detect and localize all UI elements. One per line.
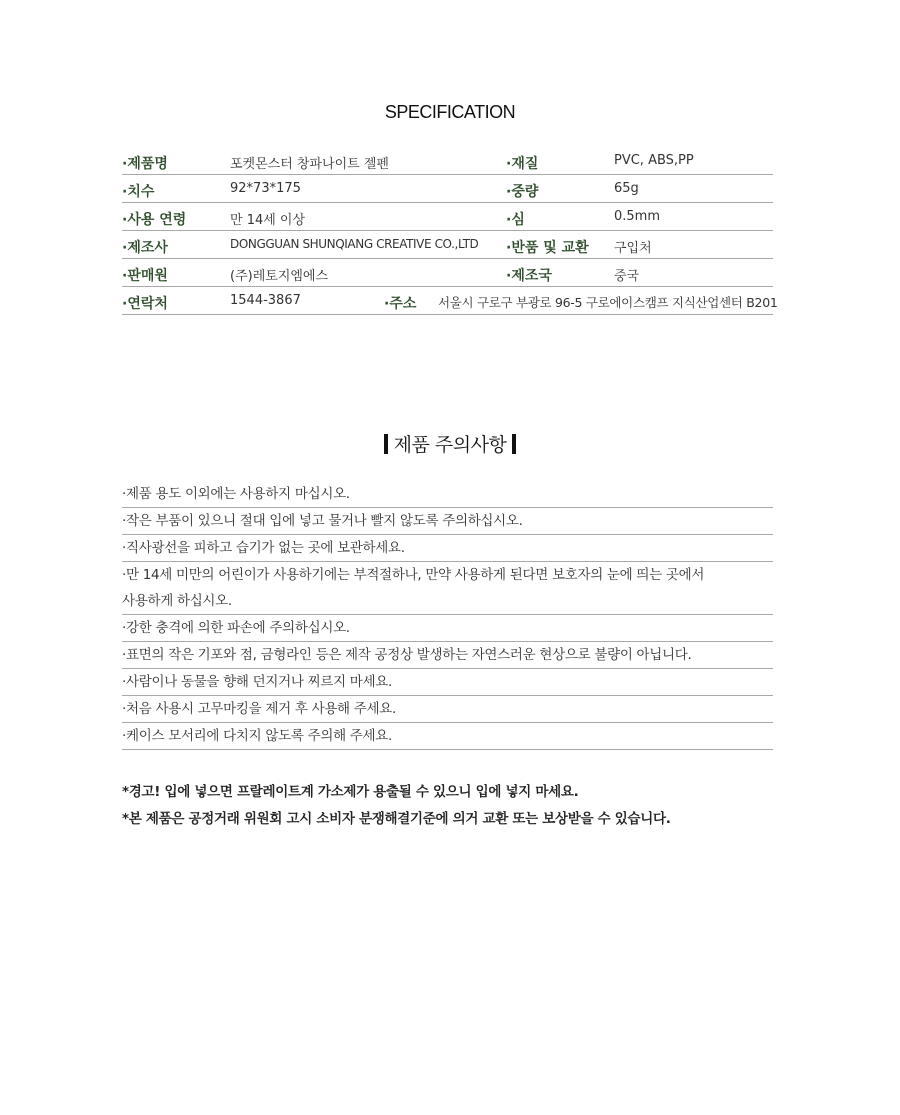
spec-label: ·심: [506, 212, 525, 228]
caution-item: [122, 508, 773, 535]
heading-bar-right: [512, 434, 516, 454]
spec-label: ·제조사: [122, 240, 168, 256]
specification-title: SPECIFICATION: [384, 102, 516, 122]
caution-text: ·케이스 모서리에 다치지 않도록 주의해 주세요.: [122, 728, 393, 744]
caution-text: ·처음 사용시 고무마킹을 제거 후 사용해 주세요.: [122, 701, 397, 717]
spec-value: 0.5mm: [614, 209, 661, 224]
caution-item: [122, 481, 773, 508]
spec-value: PVC, ABS,PP: [614, 153, 694, 168]
spec-row-contact: [122, 287, 778, 315]
caution-text: 사용하게 하십시오.: [122, 593, 232, 609]
caution-text: ·제품 용도 이외에는 사용하지 마십시오.: [122, 486, 350, 502]
caution-item: [122, 669, 773, 696]
caution-text: ·직사광선을 피하고 습기가 없는 곳에 보관하세요.: [122, 540, 405, 556]
spec-value: 중국: [614, 269, 640, 284]
spec-row: [122, 147, 773, 175]
spec-label: ·사용 연령: [122, 212, 187, 228]
spec-value: 65g: [614, 181, 639, 196]
caution-text: ·강한 충격에 의한 파손에 주의하십시오.: [122, 620, 350, 636]
caution-item: [122, 642, 773, 669]
caution-item: [122, 615, 773, 642]
spec-row: [122, 231, 773, 259]
spec-label: ·재질: [506, 156, 539, 172]
spec-value: DONGGUAN SHUNQIANG CREATIVE CO.,LTD: [230, 237, 479, 251]
spec-label: ·반품 및 교환: [506, 240, 589, 256]
caution-item: [122, 696, 773, 723]
caution-list: [122, 481, 773, 750]
address: 서울시 구로구 부광로 96-5 구로에이스캠프 지식산업센터 B201: [438, 295, 778, 310]
spec-row: [122, 203, 773, 231]
spec-value: 92*73*175: [230, 181, 301, 196]
heading-bar-left: [384, 434, 388, 454]
caution-item: [122, 562, 773, 615]
phone-number: 1544-3867: [230, 293, 301, 308]
spec-label: ·중량: [506, 184, 539, 200]
spec-value: 포켓몬스터 창파나이트 젤펜: [230, 157, 389, 172]
spec-row: [122, 175, 773, 203]
warning-exchange-policy: *본 제품은 공정거래 위원회 고시 소비자 분쟁해결기준에 의거 교환 또는 보상받을 수 있습니다.: [122, 811, 671, 827]
spec-label: ·제조국: [506, 268, 552, 284]
warning-choking: *경고! 입에 넣으면 프랄레이트계 가소제가 용출될 수 있으니 입에 넣지 마세요.: [122, 784, 579, 800]
spec-label: ·제품명: [122, 156, 168, 172]
caution-heading: [0, 430, 900, 457]
spec-label: ·판매원: [122, 268, 168, 284]
caution-text: ·사람이나 동물을 향해 던지거나 찌르지 마세요.: [122, 674, 393, 690]
spec-label: ·연락처: [122, 296, 168, 312]
spec-value: 구입처: [614, 241, 652, 256]
caution-text: ·작은 부품이 있으니 절대 입에 넣고 물거나 빨지 않도록 주의하십시오.: [122, 513, 523, 529]
spec-value: 만 14세 이상: [230, 213, 306, 228]
caution-item: [122, 535, 773, 562]
spec-label: ·주소: [384, 296, 417, 312]
caution-item: [122, 723, 773, 750]
caution-text: ·만 14세 미만의 어린이가 사용하기에는 부적절하나, 만약 사용하게 된다면 보호자의 눈에 띄는 곳에서: [122, 567, 705, 583]
caution-text: ·표면의 작은 기포와 점, 금형라인 등은 제작 공정상 발생하는 자연스러운 현상으로 불량이 아닙니다.: [122, 647, 692, 663]
spec-value: (주)레토지엠에스: [230, 269, 329, 284]
caution-title: 제품 주의사항: [393, 434, 507, 456]
specification-table: [122, 147, 778, 315]
spec-row: [122, 259, 773, 287]
spec-label: ·치수: [122, 184, 155, 200]
